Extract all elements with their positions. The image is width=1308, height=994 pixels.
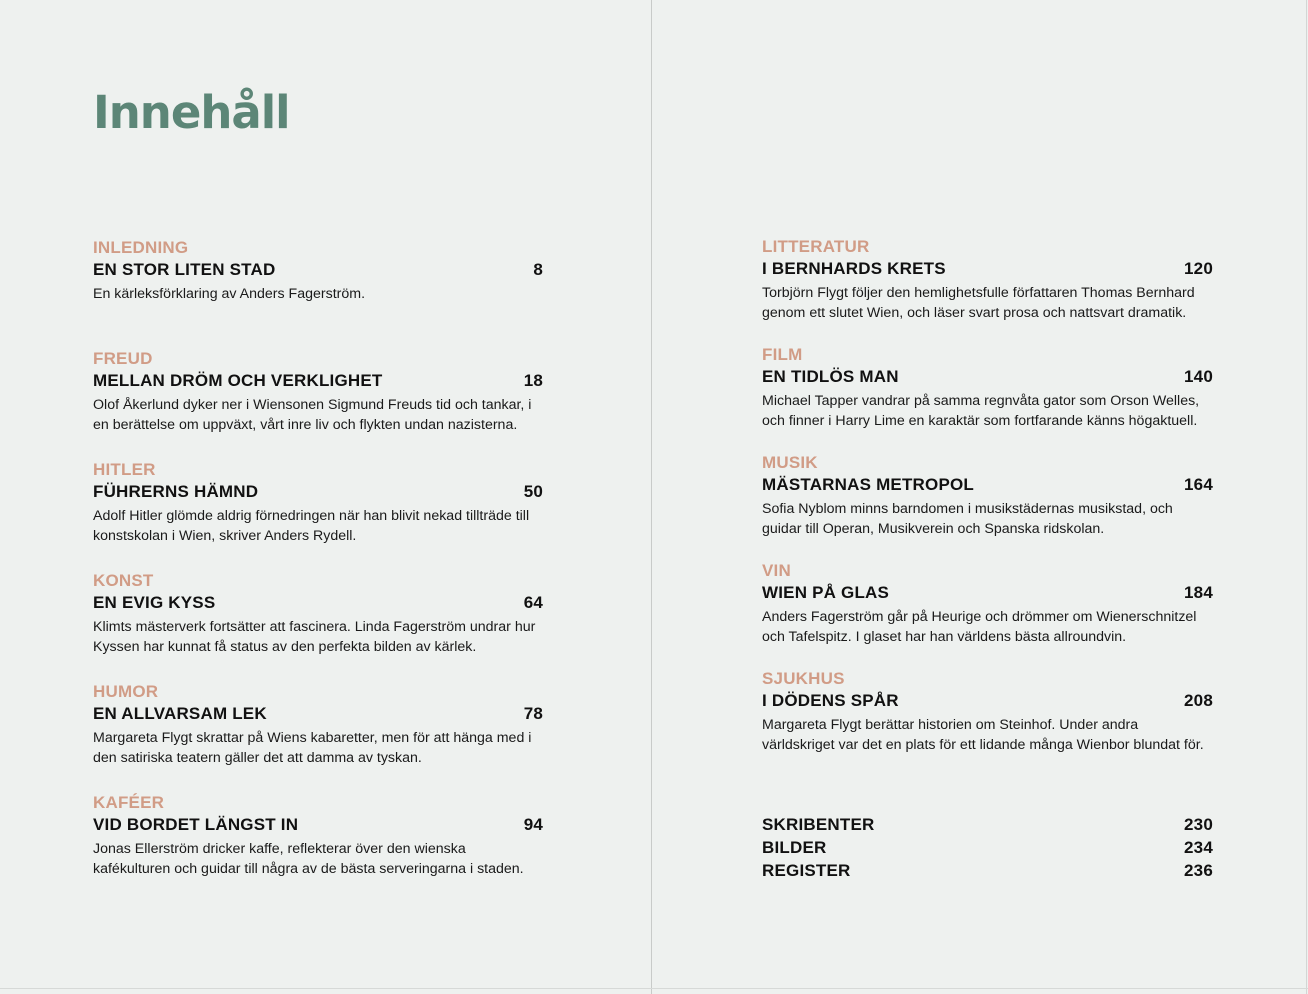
toc-headline-row xyxy=(762,689,1213,712)
toc-description: Michael Tapper vandrar på samma regnvåta gator som Orson Welles, och finner i Harry Lime en karaktär som fortfarande känns högaktuell. xyxy=(762,393,1200,429)
extra-page-number: 234 xyxy=(1184,838,1213,857)
toc-description: Margareta Flygt skrattar på Wiens kabaretter, men för att hänga med i den satiriska teatern gäller det att damma av tyskan. xyxy=(93,730,532,766)
toc-page-number: 78 xyxy=(523,704,543,723)
toc-column-left xyxy=(93,238,543,904)
toc-page-number: 208 xyxy=(1184,691,1213,710)
toc-entry[interactable] xyxy=(93,682,543,793)
toc-category: MUSIK xyxy=(762,453,818,472)
toc-category: HITLER xyxy=(93,460,156,479)
toc-headline: FÜHRERNS HÄMND xyxy=(93,482,259,501)
toc-entry[interactable] xyxy=(762,345,1213,431)
toc-entry[interactable] xyxy=(762,561,1213,647)
toc-headline: EN ALLVARSAM LEK xyxy=(93,704,267,723)
extra-label: REGISTER xyxy=(762,861,851,880)
toc-category: FILM xyxy=(762,345,803,364)
toc-category: SJUKHUS xyxy=(762,669,845,688)
toc-headline: EN TIDLÖS MAN xyxy=(762,367,899,386)
page-bottom-edge xyxy=(0,988,1308,989)
toc-entry[interactable] xyxy=(93,349,543,460)
toc-page-number: 50 xyxy=(523,482,543,501)
toc-headline: EN STOR LITEN STAD xyxy=(93,260,276,279)
extra-label: BILDER xyxy=(762,838,827,857)
toc-description: Margareta Flygt berättar historien om Steinhof. Under andra världskriget var det en plats för ett lidande många Wienbor blundat för. xyxy=(762,717,1204,753)
toc-entry[interactable] xyxy=(93,571,543,682)
toc-extra-register[interactable] xyxy=(762,859,1213,882)
toc-category: LITTERATUR xyxy=(762,237,870,256)
toc-page-number: 140 xyxy=(1184,367,1213,386)
toc-headline: I BERNHARDS KRETS xyxy=(762,259,946,278)
toc-page-number: 184 xyxy=(1184,583,1213,602)
toc-headline-row xyxy=(93,258,543,281)
page-title: Innehåll xyxy=(93,86,290,139)
toc-entry[interactable] xyxy=(93,238,543,349)
toc-extras xyxy=(762,813,1213,882)
toc-entry[interactable] xyxy=(762,669,1213,755)
toc-category: KAFÉER xyxy=(93,793,165,812)
toc-headline-row xyxy=(762,365,1213,388)
toc-description: En kärleksförklaring av Anders Fagerström. xyxy=(93,286,366,302)
toc-page-number: 64 xyxy=(523,593,543,612)
toc-description: Sofia Nyblom minns barndomen i musikstädernas musikstad, och guidar till Operan, Musikverein och Spanska ridskolan. xyxy=(762,501,1173,537)
toc-headline-row xyxy=(762,257,1213,280)
toc-description: Jonas Ellerström dricker kaffe, reflekterar över den wienska kafékulturen och guidar till några av de bästa serveringarna i staden. xyxy=(93,841,524,877)
toc-page-number: 94 xyxy=(523,815,543,834)
toc-extra-bilder[interactable] xyxy=(762,836,1213,859)
toc-description: Olof Åkerlund dyker ner i Wiensonen Sigmund Freuds tid och tankar, i en berättelse om uppväxt, vårt inre liv och flykten undan nazisterna. xyxy=(93,397,532,433)
toc-headline: MELLAN DRÖM OCH VERKLIGHET xyxy=(93,371,383,390)
toc-description: Klimts mästerverk fortsätter att fascinera. Linda Fagerström undrar hur Kyssen har kunnat få status av den perfekta bilden av kärlek. xyxy=(93,619,536,655)
toc-description: Torbjörn Flygt följer den hemlighetsfulle författaren Thomas Bernhard genom ett slutet Wien, och läser svart prosa och nattsvart dramatik. xyxy=(762,285,1195,321)
toc-headline-row xyxy=(93,591,543,614)
toc-headline: EN EVIG KYSS xyxy=(93,593,216,612)
toc-page-number: 8 xyxy=(533,260,543,279)
toc-entry[interactable] xyxy=(93,793,543,904)
toc-page-number: 120 xyxy=(1184,259,1213,278)
toc-category: FREUD xyxy=(93,349,153,368)
extra-page-number: 230 xyxy=(1184,815,1213,834)
toc-headline: VID BORDET LÄNGST IN xyxy=(93,815,299,834)
toc-category: KONST xyxy=(93,571,154,590)
extra-label: SKRIBENTER xyxy=(762,815,875,834)
toc-column-right xyxy=(762,237,1213,777)
toc-entry[interactable] xyxy=(93,460,543,571)
toc-category: INLEDNING xyxy=(93,238,189,257)
toc-entry[interactable] xyxy=(762,237,1213,323)
toc-entry[interactable] xyxy=(762,453,1213,539)
toc-headline-row xyxy=(762,581,1213,604)
toc-headline: I DÖDENS SPÅR xyxy=(762,691,899,710)
toc-description: Adolf Hitler glömde aldrig förnedringen när han blivit nekad tillträde till konstskolan i Wien, skriver Anders Rydell. xyxy=(93,508,530,544)
toc-headline-row xyxy=(93,369,543,392)
toc-page-number: 164 xyxy=(1184,475,1213,494)
toc-headline-row xyxy=(93,702,543,725)
toc-category: VIN xyxy=(762,561,791,580)
toc-headline-row xyxy=(93,480,543,503)
toc-extra-skribenter[interactable] xyxy=(762,813,1213,836)
toc-headline-row xyxy=(93,813,543,836)
toc-headline-row xyxy=(762,473,1213,496)
extra-page-number: 236 xyxy=(1184,861,1213,880)
toc-headline: WIEN PÅ GLAS xyxy=(762,583,890,602)
toc-category: HUMOR xyxy=(93,682,159,701)
toc-headline: MÄSTARNAS METROPOL xyxy=(762,475,974,494)
toc-page-number: 18 xyxy=(523,371,543,390)
toc-description: Anders Fagerström går på Heurige och drömmer om Wienerschnitzel och Tafelspitz. I glaset har han världens bästa allroundvin. xyxy=(762,609,1197,645)
